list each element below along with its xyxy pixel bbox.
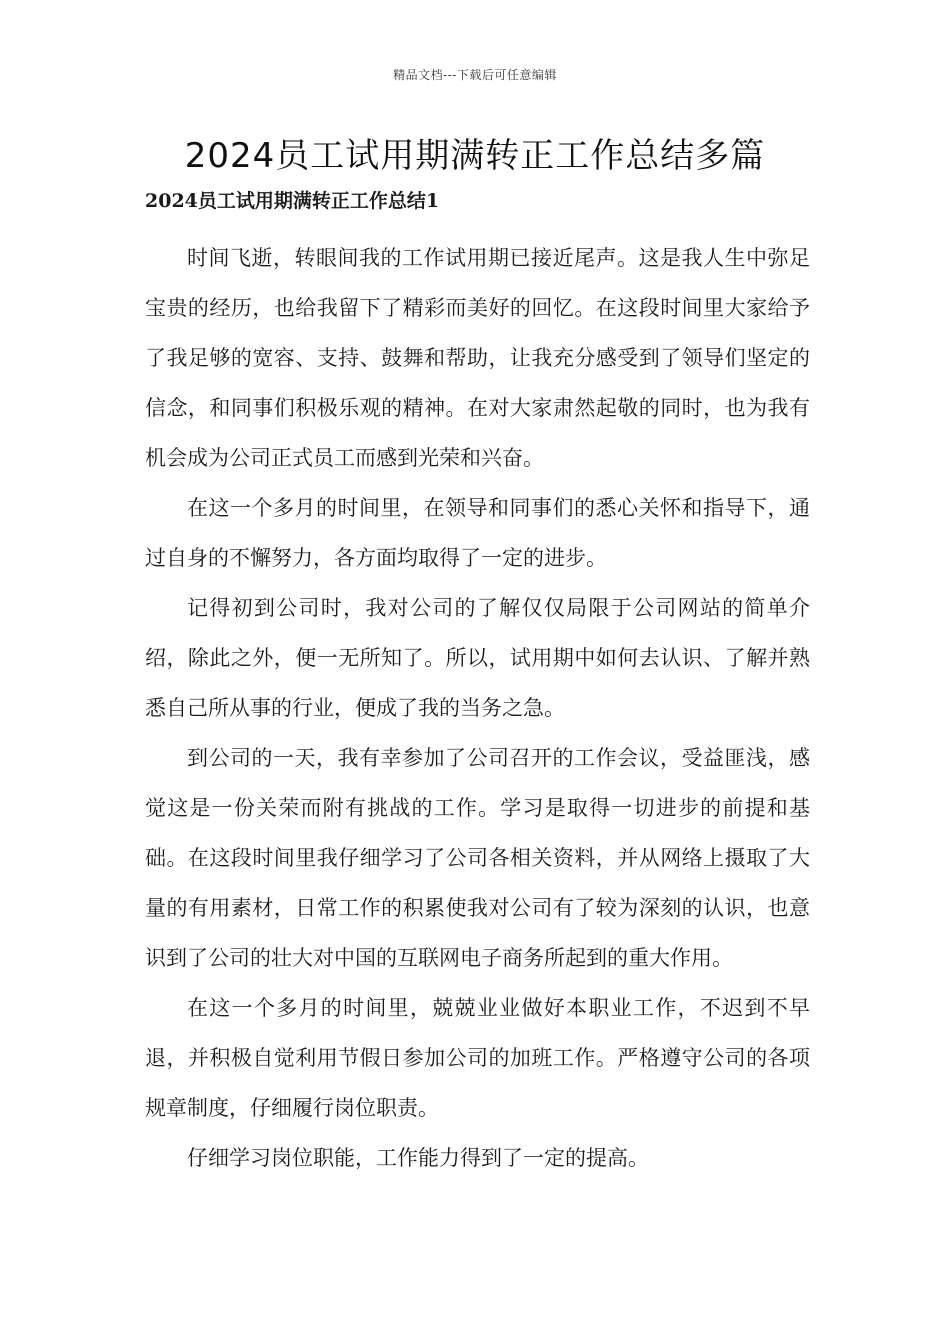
paragraph-1: 时间飞逝，转眼间我的工作试用期已接近尾声。这是我人生中弥足宝贵的经历，也给我留下了精彩而美好的回忆。在这段时间里大家给予了我足够的宽容、支持、鼓舞和帮助，让我充分感受到了领导们坚定的信念，和同事们积极乐观的精神。在对大家肃然起敬的同时，也为我有机会成为公司正式员工而感到光荣和兴奋。 <box>145 246 810 470</box>
paragraph-2: 在这一个多月的时间里，在领导和同事们的悉心关怀和指导下，通过自身的不懈努力，各方面均取得了一定的进步。 <box>145 496 810 570</box>
paragraph-5: 在这一个多月的时间里，兢兢业业做好本职业工作，不迟到不早退，并积极自觉利用节假日参加公司的加班工作。严格遵守公司的各项规章制度，仔细履行岗位职责。 <box>145 996 810 1120</box>
paragraph-6: 仔细学习岗位职能，工作能力得到了一定的提高。 <box>187 1146 649 1170</box>
section-heading: 2024员工试用期满转正工作总结1 <box>145 190 440 212</box>
paragraph-4: 到公司的一天，我有幸参加了公司召开的工作会议，受益匪浅，感觉这是一份关荣而附有挑战的工作。学习是取得一切进步的前提和基础。在这段时间里我仔细学习了公司各相关资料，并从网络上摄取了大量的有用素材，日常工作的积累使我对公司有了较为深刻的认识，也意识到了公司的壮大对中国的互联网电子商务所起到的重大作用。 <box>145 746 810 970</box>
document-body <box>145 233 810 1183</box>
document-title: 2024员工试用期满转正工作总结多篇 <box>184 136 766 176</box>
header-note: 精品文档---下载后可任意编辑 <box>393 68 557 82</box>
paragraph-3: 记得初到公司时，我对公司的了解仅仅局限于公司网站的简单介绍，除此之外，便一无所知了。所以，试用期中如何去认识、了解并熟悉自己所从事的行业，便成了我的当务之急。 <box>145 596 810 720</box>
